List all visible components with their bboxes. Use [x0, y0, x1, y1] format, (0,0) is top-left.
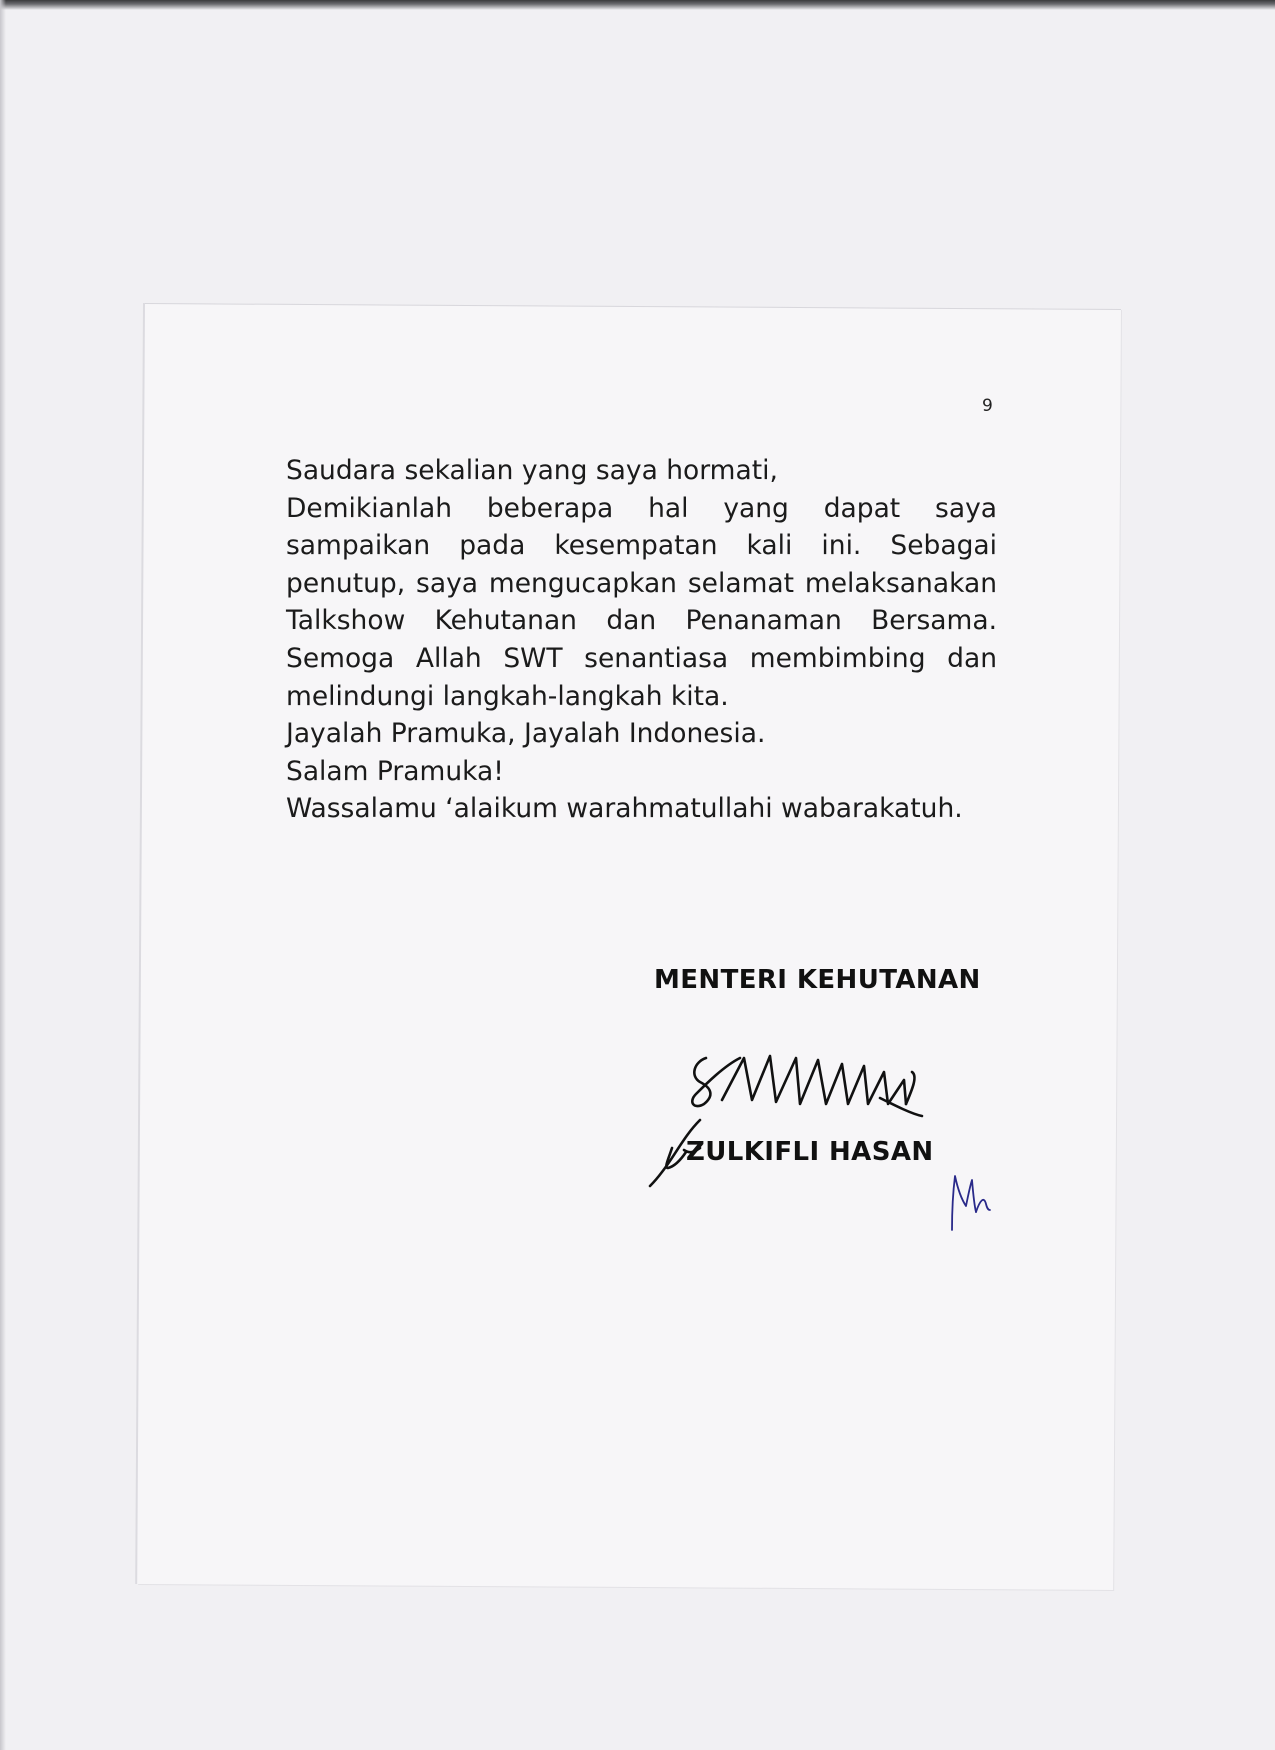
motto-line: Jayalah Pramuka, Jayalah Indonesia. — [286, 718, 766, 750]
farewell-line: Wassalamu ‘alaikum warahmatullahi wabarakatuh. — [286, 793, 963, 825]
page-number: 9 — [982, 396, 993, 416]
salutation-line: Saudara sekalian yang saya hormati, — [286, 455, 778, 486]
greeting-line: Salam Pramuka! — [286, 755, 504, 787]
signatory-title: MENTERI KEHUTANAN — [654, 965, 981, 995]
scan-top-shadow — [0, 0, 1275, 10]
scan-left-edge — [0, 0, 6, 1750]
letter-body — [286, 452, 997, 828]
signatory-name: ZULKIFLI HASAN — [686, 1137, 934, 1167]
closing-paragraph: Demikianlah beberapa hal yang dapat saya sampaikan pada kesempatan kali ini. Sebagai penutup, saya mengucapkan selamat melaksanakan Talkshow Kehutanan dan Penanaman Bersama. Semoga Allah SWT senantiasa membimbing dan melindungi langkah-langkah kita. — [286, 492, 997, 712]
